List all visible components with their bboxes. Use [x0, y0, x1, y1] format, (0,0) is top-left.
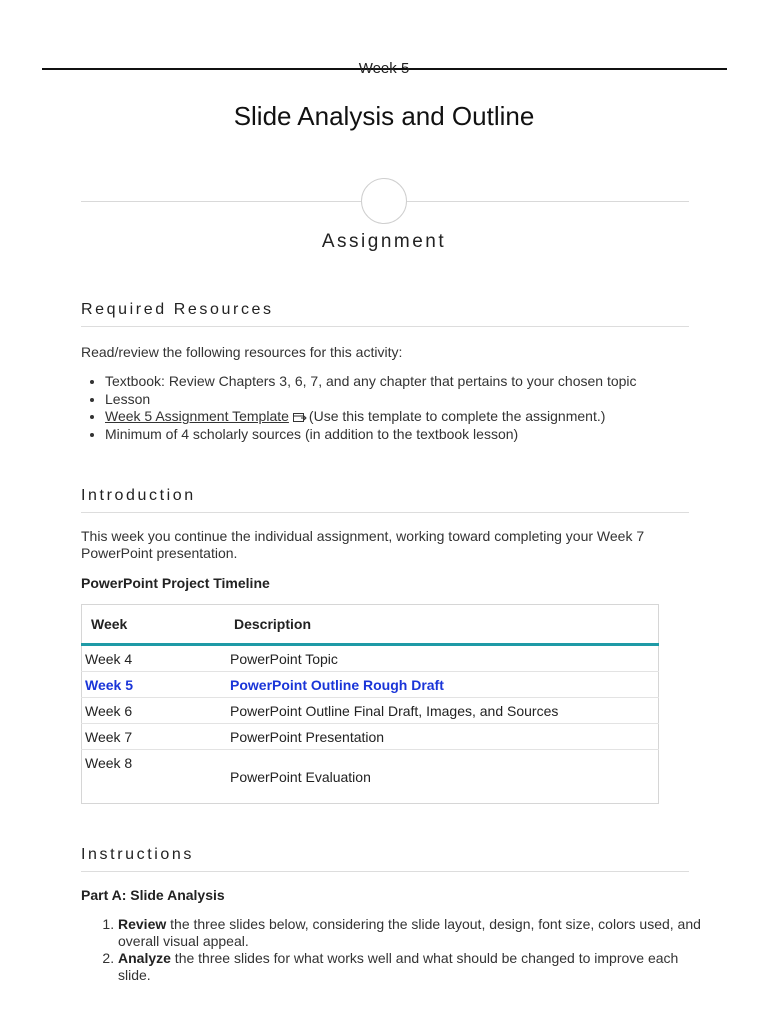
timeline-title: PowerPoint Project Timeline — [81, 575, 270, 591]
week-label: Week 5 — [358, 60, 410, 77]
table-cell-week: Week 6 — [82, 698, 227, 724]
table-cell-week: Week 8 — [82, 750, 227, 804]
step-verb: Review — [118, 916, 167, 932]
template-note: (Use this template to complete the assignment.) — [308, 408, 606, 424]
timeline-table — [81, 604, 659, 804]
table-row — [82, 750, 659, 804]
list-item: • Textbook: Review Chapters 3, 6, 7, and any chapter that pertains to your chosen topic — [105, 373, 701, 391]
list-item — [105, 408, 701, 426]
circle-ornament-icon — [361, 178, 407, 224]
instructions-steps — [81, 916, 701, 984]
required-resources-heading: Required Resources — [81, 300, 689, 327]
table-row — [82, 724, 659, 750]
instructions-heading: Instructions — [81, 845, 689, 872]
page-title: Slide Analysis and Outline — [233, 101, 535, 131]
table-cell-description: PowerPoint Outline Final Draft, Images, and Sources — [226, 698, 659, 724]
assignment-title: Assignment — [321, 231, 447, 252]
part-a-title: Part A: Slide Analysis — [81, 887, 225, 903]
step-verb: Analyze — [118, 950, 171, 966]
table-cell-week: Week 5 — [82, 672, 227, 698]
column-header-description: Description — [226, 605, 659, 645]
external-link-icon[interactable] — [293, 411, 307, 422]
step-text: the three slides below, considering the slide layout, design, font size, colors used, and overall visual appeal. — [118, 916, 701, 949]
week5-template-link[interactable]: Week 5 Assignment Template — [105, 408, 289, 424]
table-cell-description: PowerPoint Presentation — [226, 724, 659, 750]
table-cell-week: Week 7 — [82, 724, 227, 750]
resources-list — [81, 373, 701, 443]
column-header-week: Week — [82, 605, 227, 645]
list-item: • Minimum of 4 scholarly sources (in addition to the textbook lesson) — [105, 426, 701, 444]
resources-intro-text: Read/review the following resources for this activity: — [81, 344, 403, 360]
table-cell-description: PowerPoint Outline Rough Draft — [226, 672, 659, 698]
table-header-row — [82, 605, 659, 645]
list-item — [118, 950, 701, 984]
table-cell-week: Week 4 — [82, 645, 227, 672]
introduction-heading: Introduction — [81, 486, 689, 513]
step-text: the three slides for what works well and what should be changed to improve each slide. — [118, 950, 679, 983]
table-row-current-week — [82, 672, 659, 698]
introduction-text: This week you continue the individual assignment, working toward completing your Week 7 PowerPoint presentation. — [81, 528, 645, 561]
list-item: • Lesson — [105, 391, 701, 409]
table-cell-description: PowerPoint Evaluation — [226, 750, 659, 804]
table-cell-description: PowerPoint Topic — [226, 645, 659, 672]
list-item — [118, 916, 701, 950]
table-row — [82, 645, 659, 672]
table-row — [82, 698, 659, 724]
